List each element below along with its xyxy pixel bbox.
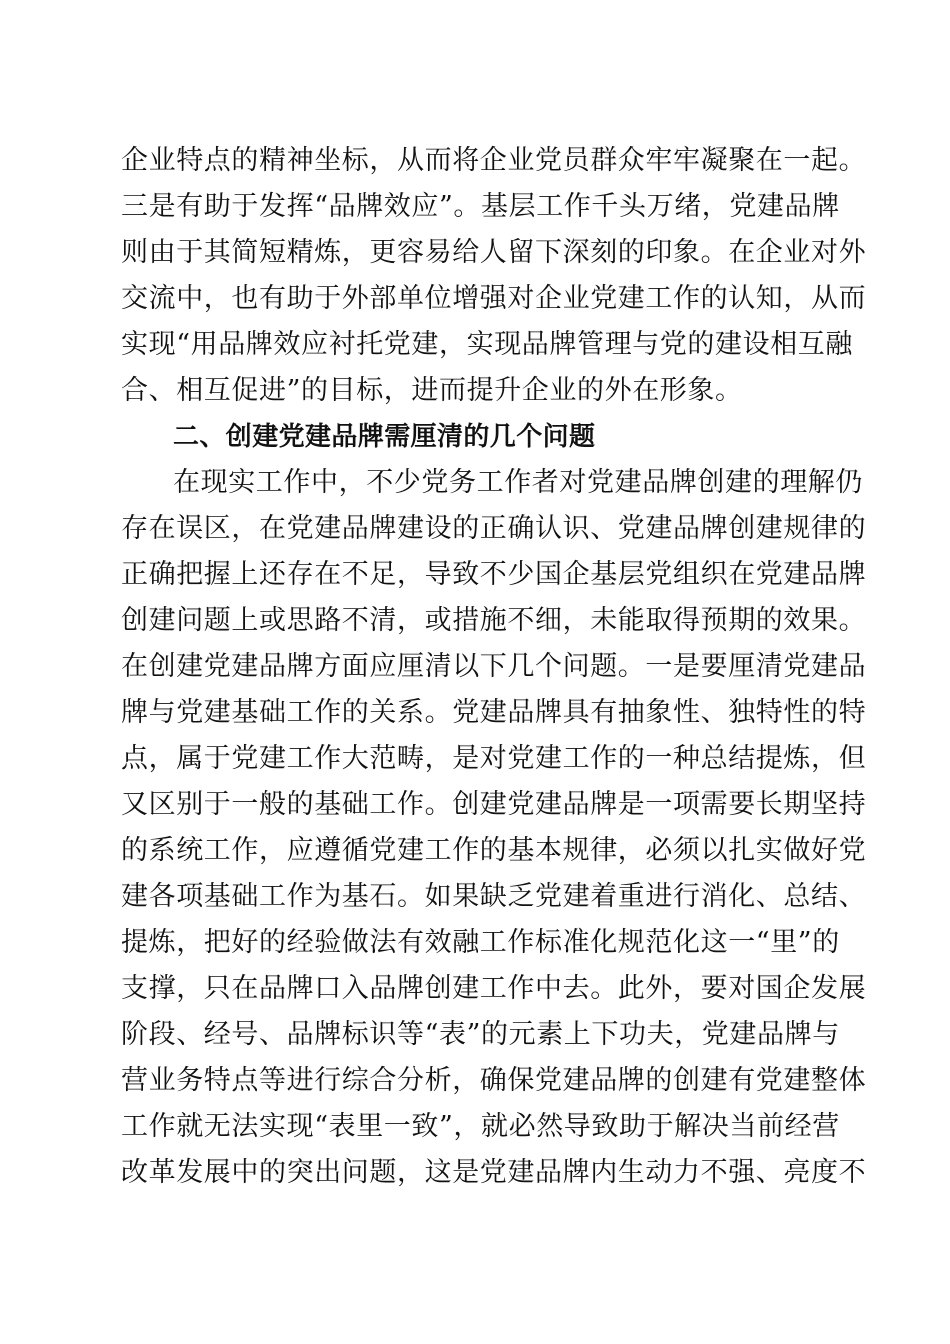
text-line: 存在误区，在党建品牌建设的正确认识、党建品牌创建规律的 — [121, 513, 867, 544]
text-line: 合、相互促进”的目标，进而提升企业的外在形象。 — [121, 375, 743, 406]
text-line: 提炼，把好的经验做法有效融工作标准化规范化这一“里”的 — [121, 927, 840, 958]
text-line: 又区别于一般的基础工作。创建党建品牌是一项需要长期坚持 — [121, 789, 867, 820]
text-line: 在现实工作中，不少党务工作者对党建品牌创建的理解仍 — [173, 467, 863, 498]
document-body — [121, 138, 867, 1196]
text-line: 营业务特点等进行综合分析，确保党建品牌的创建有党建整体 — [121, 1065, 867, 1096]
text-line: 实现“用品牌效应衬托党建，实现品牌管理与党的建设相互融 — [121, 329, 854, 360]
text-line: 阶段、经号、品牌标识等“表”的元素上下功夫，党建品牌与 — [121, 1019, 840, 1050]
paragraph-1 — [121, 138, 867, 414]
text-line: 三是有助于发挥“品牌效应”。基层工作千头万绪，党建品牌 — [121, 191, 840, 222]
text-line: 点，属于党建工作大范畴，是对党建工作的一种总结提炼，但 — [121, 743, 867, 774]
text-line: 创建问题上或思路不清，或措施不细，未能取得预期的效果。 — [121, 605, 867, 636]
text-line: 正确把握上还存在不足，导致不少国企基层党组织在党建品牌 — [121, 559, 867, 590]
text-line: 支撑，只在品牌口入品牌创建工作中去。此外，要对国企发展 — [121, 973, 867, 1004]
text-line: 建各项基础工作为基石。如果缺乏党建着重进行消化、总结、 — [121, 881, 867, 912]
section-heading: 二、创建党建品牌需厘清的几个问题 — [173, 422, 596, 452]
text-line: 在创建党建品牌方面应厘清以下几个问题。一是要厘清党建品 — [121, 651, 867, 682]
paragraph-2 — [121, 460, 867, 1196]
text-line: 牌与党建基础工作的关系。党建品牌具有抽象性、独特性的特 — [121, 697, 867, 728]
text-line: 改革发展中的突出问题，这是党建品牌内生动力不强、亮度不 — [121, 1157, 867, 1188]
text-line: 则由于其简短精炼，更容易给人留下深刻的印象。在企业对外 — [121, 237, 867, 268]
text-line: 企业特点的精神坐标，从而将企业党员群众牢牢凝聚在一起。 — [121, 145, 867, 176]
text-line: 交流中，也有助于外部单位增强对企业党建工作的认知，从而 — [121, 283, 867, 314]
text-line: 的系统工作，应遵循党建工作的基本规律，必须以扎实做好党 — [121, 835, 867, 866]
text-line: 工作就无法实现“表里一致”，就必然导致助于解决当前经营 — [121, 1111, 840, 1142]
